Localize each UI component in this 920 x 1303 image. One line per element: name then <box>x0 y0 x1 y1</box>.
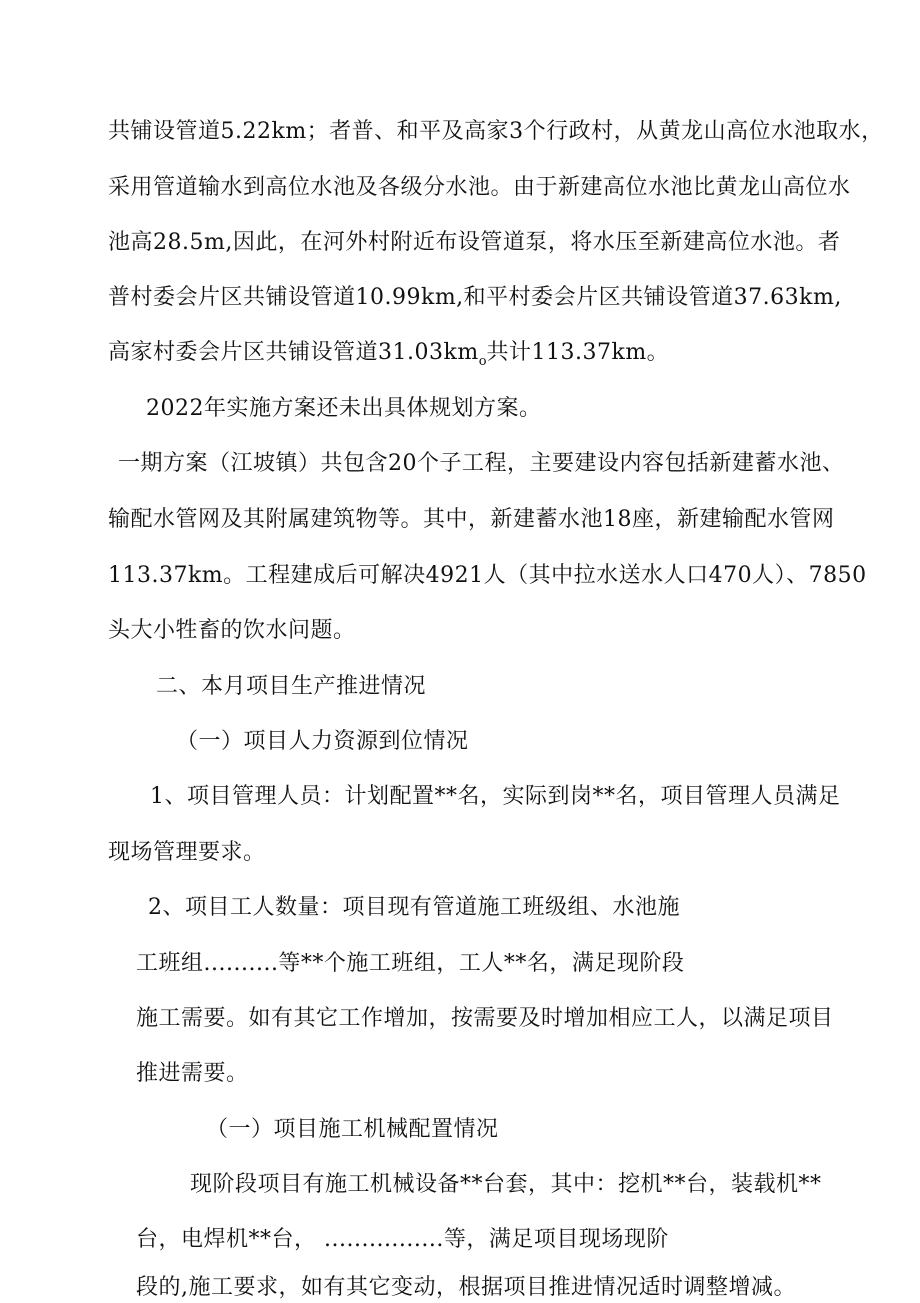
text-line: 输配水管网及其附属建筑物等。其中，新建蓄水池18座，新建输配水管网 <box>108 507 835 532</box>
text-line: 现场管理要求。 <box>108 840 266 865</box>
text-line: 工班组..........等**个施工班组，工人**名，满足现阶段 <box>136 951 685 976</box>
text-line: 池高28.5m,因此，在河外村附近布设管道泵，将水压至新建高位水池。者 <box>108 230 841 255</box>
text-line: 113.37km。工程建成后可解决4921人（其中拉水送水人口470人）、7850 <box>108 563 867 588</box>
text-line: 共铺设管道5.22km；者普、和平及高家3个行政村，从黄龙山高位水池取水， <box>108 119 884 144</box>
text-line: 段的,施工要求，如有其它变动，根据项目推进情况适时调整增减。 <box>136 1275 796 1300</box>
text-line: 头大小牲畜的饮水问题。 <box>108 618 356 643</box>
text-line: 2、项目工人数量：项目现有管道施工班级组、水池施 <box>148 895 680 920</box>
text-line: 施工需要。如有其它工作增加，按需要及时增加相应工人，以满足项目 <box>136 1006 834 1031</box>
text-line: 现阶段项目有施工机械设备**台套，其中：挖机**台，装载机** <box>190 1172 822 1197</box>
subscript-mark: o <box>478 354 487 369</box>
text-line: 一期方案（江坡镇）共包含20个子工程，主要建设内容包括新建蓄水池、 <box>118 451 845 476</box>
paragraph-plan-note: 2022年实施方案还未出具体规划方案。 <box>146 396 542 421</box>
text-segment: 高家村委会片区共铺设管道31.03km <box>108 340 479 365</box>
text-line: 台，电焊机**台， ................等，满足项目现场现阶 <box>136 1227 669 1252</box>
text-line <box>108 338 669 377</box>
text-line: 普村委会片区共铺设管道10.99km,和平村委会片区共铺设管道37.63km, <box>108 285 842 310</box>
text-line: 1、项目管理人员：计划配置**名，实际到岗**名，项目管理人员满足 <box>150 784 841 809</box>
text-line: 采用管道输水到高位水池及各级分水池。由于新建高位水池比黄龙山高位水 <box>108 175 851 200</box>
text-segment: 共计113.37km。 <box>486 340 670 365</box>
subsection-heading: （一）项目施工机械配置情况 <box>206 1117 499 1142</box>
subsection-heading: （一）项目人力资源到位情况 <box>176 729 469 754</box>
text-line: 推进需要。 <box>136 1061 249 1086</box>
section-heading: 二、本月项目生产推进情况 <box>156 674 427 699</box>
